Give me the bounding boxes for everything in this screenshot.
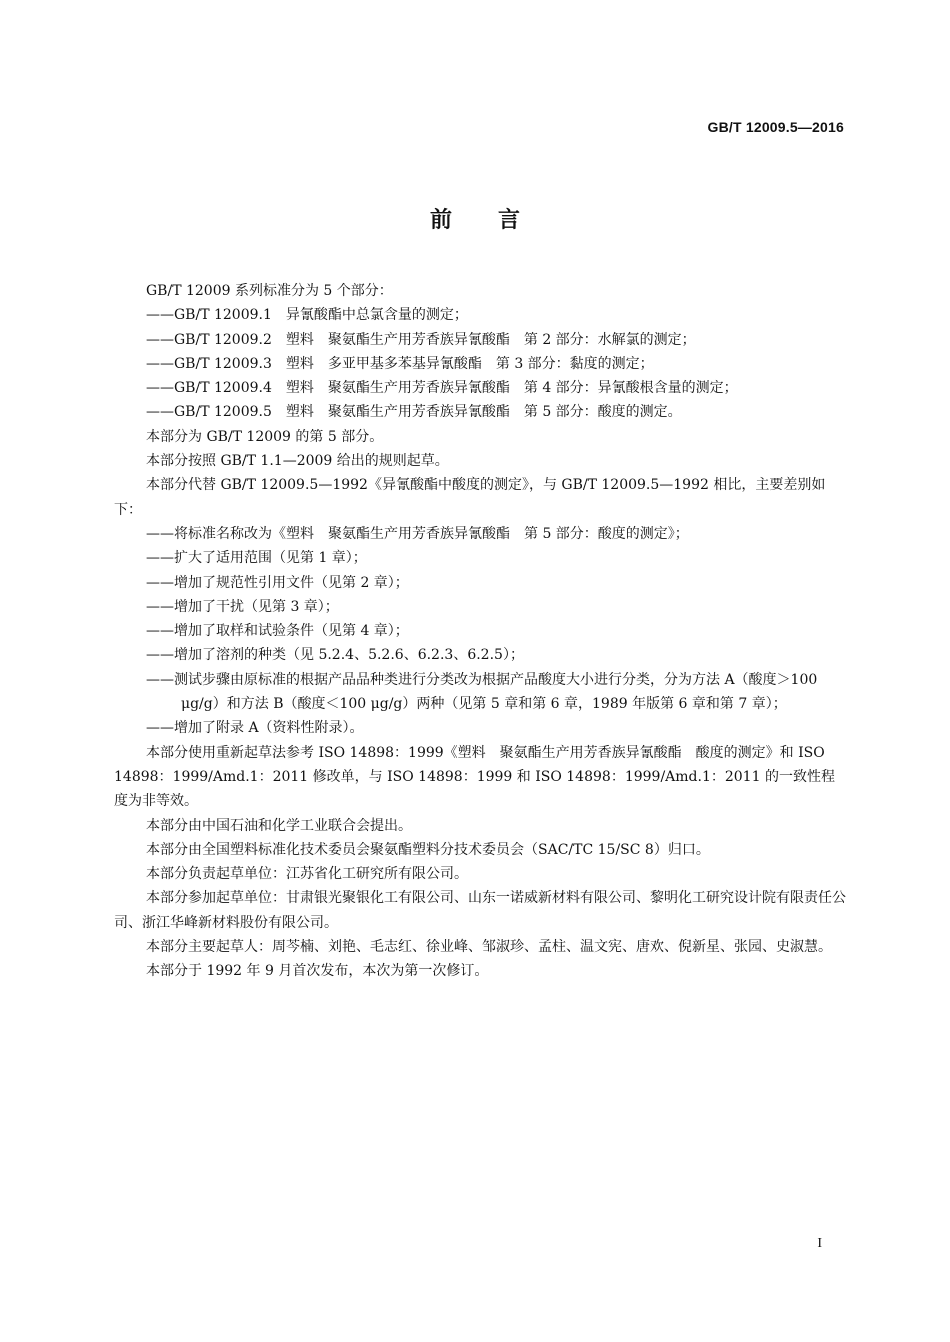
change-item: ——增加了规范性引用文件（见第 2 章）； xyxy=(146,574,409,591)
participating-paragraph: 本部分参加起草单位：甘肃银光聚银化工有限公司、山东一诺威新材料有限公司、黎明化工研究设计院有限责任公司、浙江华峰新材料股份有限公司。 xyxy=(114,890,846,931)
replace-paragraph: 本部分代替 GB/T 12009.5—1992《异氰酸酯中酸度的测定》，与 GB/T 12009.5—1992 相比，主要差别如下： xyxy=(114,477,826,518)
foreword-body xyxy=(114,279,847,984)
change-item: ——增加了附录 A（资料性附录）。 xyxy=(146,720,364,737)
rules-paragraph: 本部分按照 GB/T 1.1—2009 给出的规则起草。 xyxy=(146,453,449,470)
change-item: ——扩大了适用范围（见第 1 章）； xyxy=(146,550,367,567)
iso-paragraph: 本部分使用重新起草法参考 ISO 14898：1999《塑料 聚氨酯生产用芳香族异氰酸酯 酸度的测定》和 ISO 14898：1999/Amd.1：2011 修改单，与 ISO 14898：1999 和 ISO 14898：1999/Amd.1：2011 的一致性程度为非等效。 xyxy=(114,744,835,810)
change-item: ——增加了溶剂的种类（见 5.2.4、5.2.6、6.2.3、6.2.5）； xyxy=(146,647,524,664)
change-item: ——测试步骤由原标准的根据产品品种类进行分类改为根据产品酸度大小进行分类，分为方法 A（酸度＞100 μg/g）和方法 B（酸度＜100 μg/g）两种（见第 5 章和第 6 章，1989 年版第 6 章和第 7 章）； xyxy=(146,671,818,713)
change-item: ——增加了干扰（见第 3 章）； xyxy=(146,598,339,615)
proposed-paragraph: 本部分由中国石油和化学工业联合会提出。 xyxy=(146,817,412,834)
part-item: ——GB/T 12009.3 塑料 多亚甲基多苯基异氰酸酯 第 3 部分：黏度的测定； xyxy=(146,355,654,372)
document-code: GB/T 12009.5—2016 xyxy=(707,119,844,135)
part-item: ——GB/T 12009.4 塑料 聚氨酯生产用芳香族异氰酸酯 第 4 部分：异氰酸根含量的测定； xyxy=(146,380,738,397)
change-item: ——增加了取样和试验条件（见第 4 章）； xyxy=(146,623,409,640)
drafters-paragraph: 本部分主要起草人：周芩楠、刘艳、毛志红、徐业峰、邹淑珍、孟柱、温文宪、唐欢、倪新星、张园、史淑慧。 xyxy=(146,939,832,956)
page-number: I xyxy=(817,1236,822,1251)
page-title: 前言 xyxy=(429,208,566,233)
responsible-paragraph: 本部分负责起草单位：江苏省化工研究所有限公司。 xyxy=(146,866,468,883)
part-item: ——GB/T 12009.1 异氰酸酯中总氯含量的测定； xyxy=(146,307,468,324)
intro-paragraph: GB/T 12009 系列标准分为 5 个部分： xyxy=(146,283,393,299)
history-paragraph: 本部分于 1992 年 9 月首次发布，本次为第一次修订。 xyxy=(146,963,489,980)
part-paragraph: 本部分为 GB/T 12009 的第 5 部分。 xyxy=(146,428,384,445)
centralized-paragraph: 本部分由全国塑料标准化技术委员会聚氨酯塑料分技术委员会（SAC/TC 15/SC 8）归口。 xyxy=(146,841,710,858)
change-item: ——将标准名称改为《塑料 聚氨酯生产用芳香族异氰酸酯 第 5 部分：酸度的测定》； xyxy=(146,525,689,542)
part-item: ——GB/T 12009.2 塑料 聚氨酯生产用芳香族异氰酸酯 第 2 部分：水解氯的测定； xyxy=(146,331,696,348)
part-item: ——GB/T 12009.5 塑料 聚氨酯生产用芳香族异氰酸酯 第 5 部分：酸度的测定。 xyxy=(146,404,682,421)
